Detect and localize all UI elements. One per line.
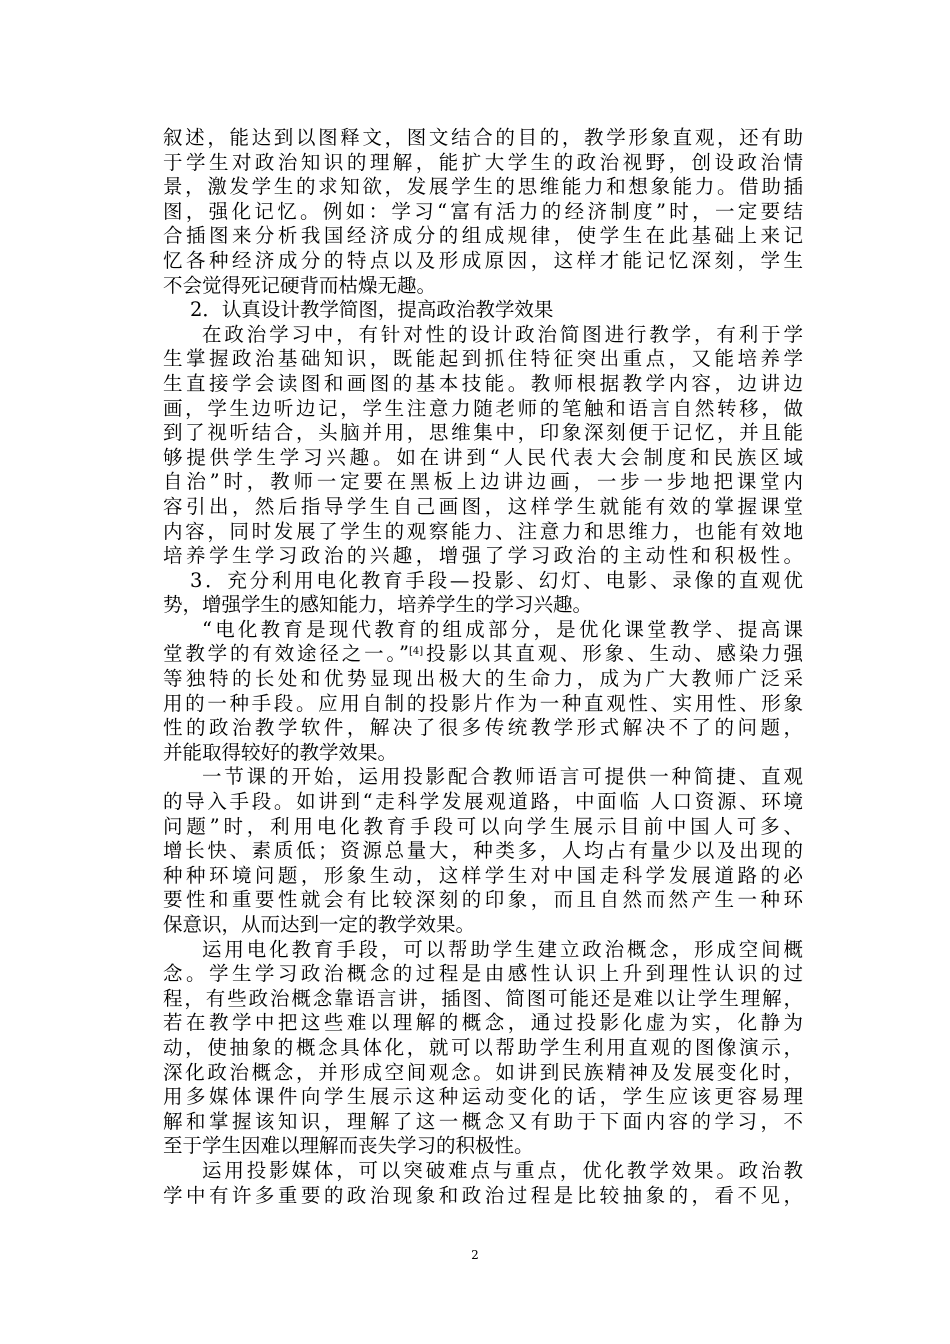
text-line-content: 合插图来分析我国经济成分的组成规律，使学生在此基础上来记 <box>163 224 803 248</box>
text-line <box>163 1134 803 1159</box>
text-line <box>163 815 803 840</box>
text-line-content: 解和掌握该知识，理解了这一概念又有助于下面内容的学习，不 <box>163 1109 803 1133</box>
text-line-content: 运用电化教育手段，可以帮助学生建立政治概念，形成空间概 <box>202 937 803 961</box>
text-line <box>163 544 803 569</box>
text-line-content: 3．充分利用电化教育手段—投影、幻灯、电影、录像的直观优 <box>190 568 803 592</box>
text-line-content: 生直接学会读图和画图的基本技能。教师根据教学内容，边讲边 <box>163 371 803 395</box>
text-line-content: 深化政治概念，并形成空间观念。如讲到民族精神及发展变化时， <box>163 1060 803 1084</box>
text-line-content: 保意识，从而达到一定的教学效果。 <box>163 913 476 936</box>
text-line <box>163 692 803 717</box>
text-line-content: 容引出，然后指导学生自己画图，这样学生就能有效的掌握课堂 <box>163 494 803 518</box>
text-line <box>163 126 803 151</box>
text-line-content: 景，激发学生的求知欲，发展学生的思维能力和想象能力。借助插 <box>163 175 803 199</box>
text-line <box>163 495 803 520</box>
text-line-content: 念。学生学习政治概念的过程是由感性认识上升到理性认识的过 <box>163 962 803 986</box>
text-line-content: 不会觉得死记硬背而枯燥无趣。 <box>163 273 437 297</box>
text-line-content: 画，学生边听边记，学生注意力随老师的笔触和语言自然转移，做 <box>163 396 803 420</box>
text-line <box>163 938 803 963</box>
text-line-continuation: 投影以其直观、形象、生动、感染力强 <box>423 642 803 666</box>
text-line <box>163 347 803 372</box>
text-line-content: 图，强化记忆。例如：学习“富有活力的经济制度”时，一定要结 <box>163 199 803 223</box>
text-line <box>163 520 803 545</box>
page-number: 2 <box>471 1248 479 1262</box>
text-line-content: 至于学生因难以理解而丧失学习的积极性。 <box>163 1134 534 1158</box>
text-line-content: 在政治学习中，有针对性的设计政治简图进行教学，有利于学 <box>202 322 803 346</box>
text-line-content: 运用投影媒体，可以突破难点与重点，优化教学效果。政治教 <box>202 1158 803 1182</box>
text-line <box>163 962 803 987</box>
text-line <box>163 864 803 889</box>
text-line <box>163 274 803 299</box>
text-line-content: 内容，同时发展了学生的观察能力、注意力和思维力，也能有效地 <box>163 519 803 543</box>
text-line-content: 堂教学的有效途径之一。” <box>163 642 409 666</box>
text-line <box>163 987 803 1012</box>
text-line <box>163 1159 803 1184</box>
text-line <box>163 372 803 397</box>
text-line <box>163 667 803 692</box>
text-line <box>163 446 803 471</box>
text-line-content: 用多媒体课件向学生展示这种运动变化的话，学生应该更容易理 <box>163 1085 803 1109</box>
text-line <box>163 1061 803 1086</box>
text-line-content: “电化教育是现代教育的组成部分，是优化课堂教学、提高课 <box>202 617 803 641</box>
text-line-content: 培养学生学习政治的兴趣，增强了学习政治的主动性和积极性。 <box>163 544 803 568</box>
text-line-content: 用的一种手段。应用自制的投影片作为一种直观性、实用性、形象 <box>163 691 803 715</box>
text-line <box>163 1036 803 1061</box>
text-line <box>163 741 803 766</box>
text-line <box>163 790 803 815</box>
text-line-content: 忆各种经济成分的特点以及形成原因，这样才能记忆深刻，学生 <box>163 248 803 272</box>
text-line-content: 一节课的开始，运用投影配合教师语言可提供一种简捷、直观 <box>202 765 803 789</box>
text-line-content: 生掌握政治基础知识，既能起到抓住特征突出重点，又能培养学 <box>163 347 803 371</box>
text-line-content: 于学生对政治知识的理解，能扩大学生的政治视野，创设政治情 <box>163 150 803 174</box>
text-line-content: 要性和重要性就会有比较深刻的印象，而且自然而然产生一种环 <box>163 888 803 912</box>
citation-marker: [4] <box>408 646 424 658</box>
text-line <box>163 913 803 938</box>
text-line-content: 程，有些政治概念靠语言讲，插图、简图可能还是难以让学生理解， <box>163 986 803 1010</box>
text-line <box>163 569 803 594</box>
text-line-content: 势，增强学生的感知能力，培养学生的学习兴趣。 <box>163 593 593 617</box>
text-line-content: 性的政治教学软件，解决了很多传统教学形式解决不了的问题， <box>163 716 803 740</box>
text-line-content: 到了视听结合，头脑并用，思维集中，印象深刻便于记忆，并且能 <box>163 421 803 445</box>
text-line <box>163 1011 803 1036</box>
text-line-content: 并能取得较好的教学效果。 <box>163 740 398 764</box>
text-line <box>163 470 803 495</box>
text-line-content: 增长快、素质低；资源总量大，种类多，人均占有量少以及出现的 <box>163 839 803 863</box>
text-line <box>163 421 803 446</box>
text-line <box>163 1085 803 1110</box>
text-line <box>163 593 803 618</box>
text-line <box>163 839 803 864</box>
text-line-content: 够提供学生学习兴趣。如在讲到“人民代表大会制度和民族区域 <box>163 445 803 469</box>
text-line <box>163 888 803 913</box>
text-line-content: 等独特的长处和优势显现出极大的生命力，成为广大教师广泛采 <box>163 667 803 691</box>
text-line-content: 的导入手段。如讲到“走科学发展观道路，中面临 人口资源、环境 <box>163 790 803 814</box>
text-line-content: 动，使抽象的概念具体化，就可以帮助学生利用直观的图像演示， <box>163 1035 803 1059</box>
text-line-content: 若在教学中把这些难以理解的概念，通过投影化虚为实，化静为 <box>163 1011 803 1035</box>
text-line-content: 2．认真设计教学简图，提高政治教学效果 <box>190 298 554 322</box>
text-line <box>163 200 803 225</box>
text-line-content: 自治”时，教师一定要在黑板上边讲边画，一步一步地把课堂内 <box>163 470 803 494</box>
text-line-content: 学中有许多重要的政治现象和政治过程是比较抽象的，看不见， <box>163 1183 803 1207</box>
text-line <box>163 323 803 348</box>
text-line <box>163 716 803 741</box>
text-line-content: 问题”时，利用电化教育手段可以向学生展示目前中国人可多、 <box>163 814 803 838</box>
text-line <box>163 765 803 790</box>
text-line <box>163 249 803 274</box>
text-line <box>163 224 803 249</box>
text-line <box>163 298 803 323</box>
text-line <box>163 175 803 200</box>
text-line <box>163 397 803 422</box>
text-line <box>163 151 803 176</box>
text-line <box>163 618 803 643</box>
body-text <box>163 126 803 1208</box>
text-line <box>163 642 803 667</box>
text-line-content: 叙述，能达到以图释文，图文结合的目的，教学形象直观，还有助 <box>163 126 803 149</box>
text-line <box>163 1184 803 1209</box>
text-line <box>163 1110 803 1135</box>
text-line-content: 种种环境问题，形象生动，这样学生对中国走科学发展道路的必 <box>163 863 803 887</box>
